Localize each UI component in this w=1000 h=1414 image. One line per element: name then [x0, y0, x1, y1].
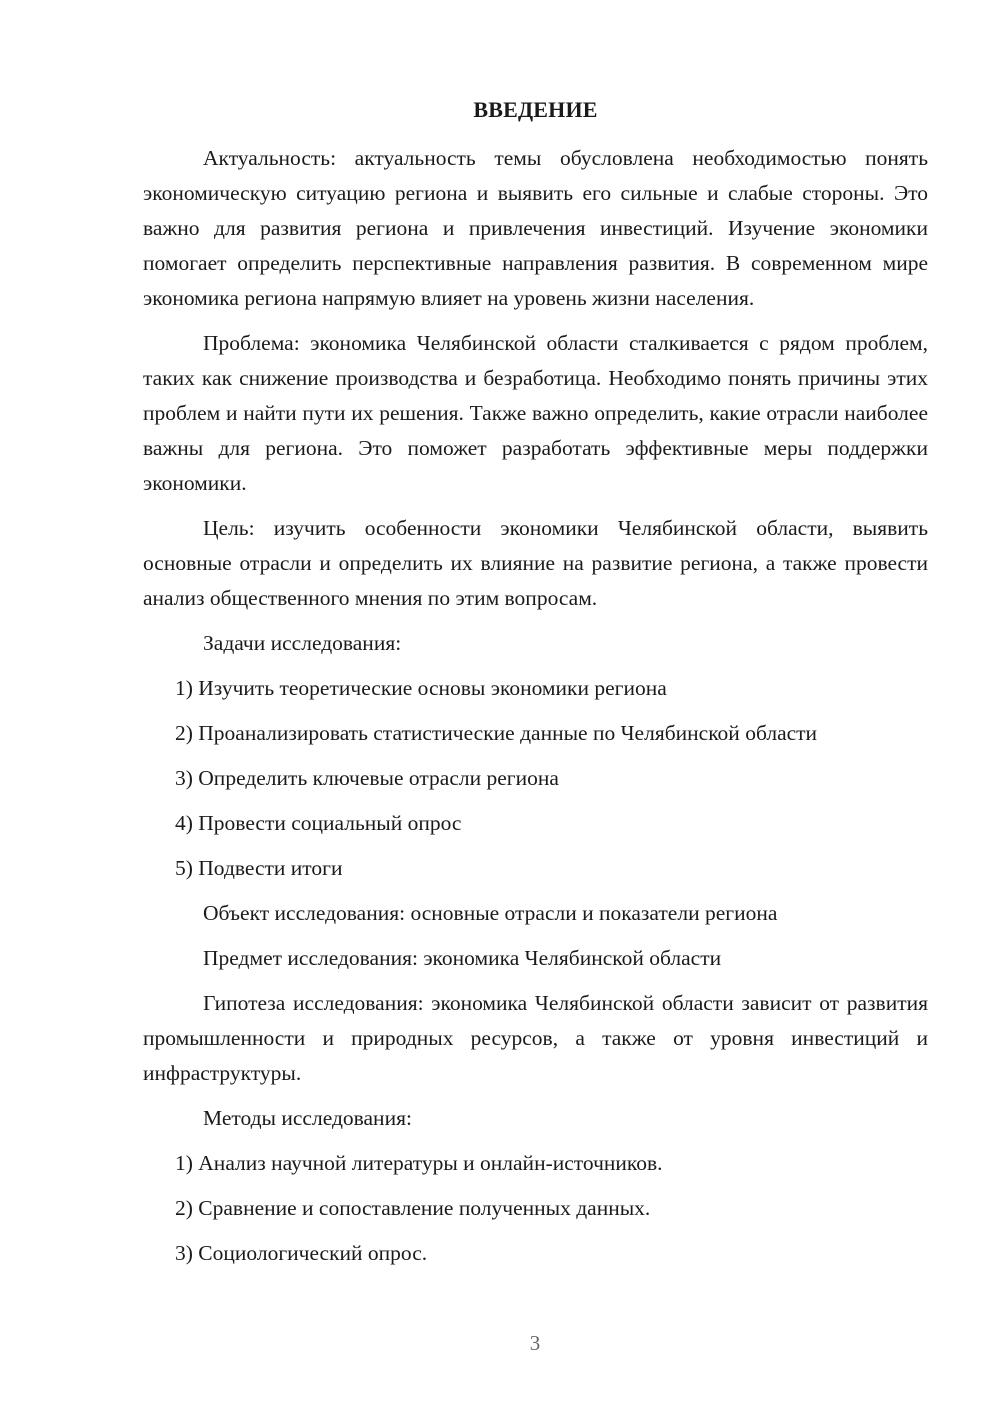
- task-item: 4) Провести социальный опрос: [175, 811, 462, 835]
- methods-heading: Методы исследования:: [203, 1106, 412, 1130]
- hypothesis-paragraph: Гипотеза исследования: экономика Челябинской области зависит от развития промышленности и природных ресурсов, а также от уровня инвестиций и инфраструктуры.: [143, 991, 928, 1085]
- tasks-heading: Задачи исследования:: [203, 631, 402, 655]
- task-item: 2) Проанализировать статистические данные по Челябинской области: [175, 721, 818, 745]
- research-object: Объект исследования: основные отрасли и показатели региона: [203, 901, 778, 925]
- goal-paragraph: Цель: изучить особенности экономики Челябинской области, выявить основные отрасли и определить их влияние на развитие региона, а также провести анализ общественного мнения по этим вопросам.: [143, 516, 928, 610]
- task-item: 1) Изучить теоретические основы экономики региона: [175, 676, 667, 700]
- task-item: 3) Определить ключевые отрасли региона: [175, 766, 559, 790]
- research-subject: Предмет исследования: экономика Челябинской области: [203, 946, 722, 970]
- method-item: 2) Сравнение и сопоставление полученных данных.: [175, 1196, 651, 1220]
- document-page: [143, 95, 928, 1281]
- method-item: 1) Анализ научной литературы и онлайн-источников.: [175, 1151, 663, 1175]
- page-title: ВВЕДЕНИЕ: [473, 97, 598, 122]
- relevance-paragraph: Актуальность: актуальность темы обусловлена необходимостью понять экономическую ситуацию региона и выявить его сильные и слабые стороны. Это важно для развития региона и привлечения инвестиций. Изучение экономики помогает определить перспективные направления развития. В современном мире экономика региона напрямую влияет на уровень жизни населения.: [143, 146, 928, 310]
- problem-paragraph: Проблема: экономика Челябинской области сталкивается с рядом проблем, таких как снижение производства и безработица. Необходимо понять причины этих проблем и найти пути их решения. Также важно определить, какие отрасли наиболее важны для региона. Это поможет разработать эффективные меры поддержки экономики.: [143, 331, 928, 495]
- page-number: 3: [529, 1331, 541, 1355]
- method-item: 3) Социологический опрос.: [175, 1241, 428, 1265]
- task-item: 5) Подвести итоги: [175, 856, 343, 880]
